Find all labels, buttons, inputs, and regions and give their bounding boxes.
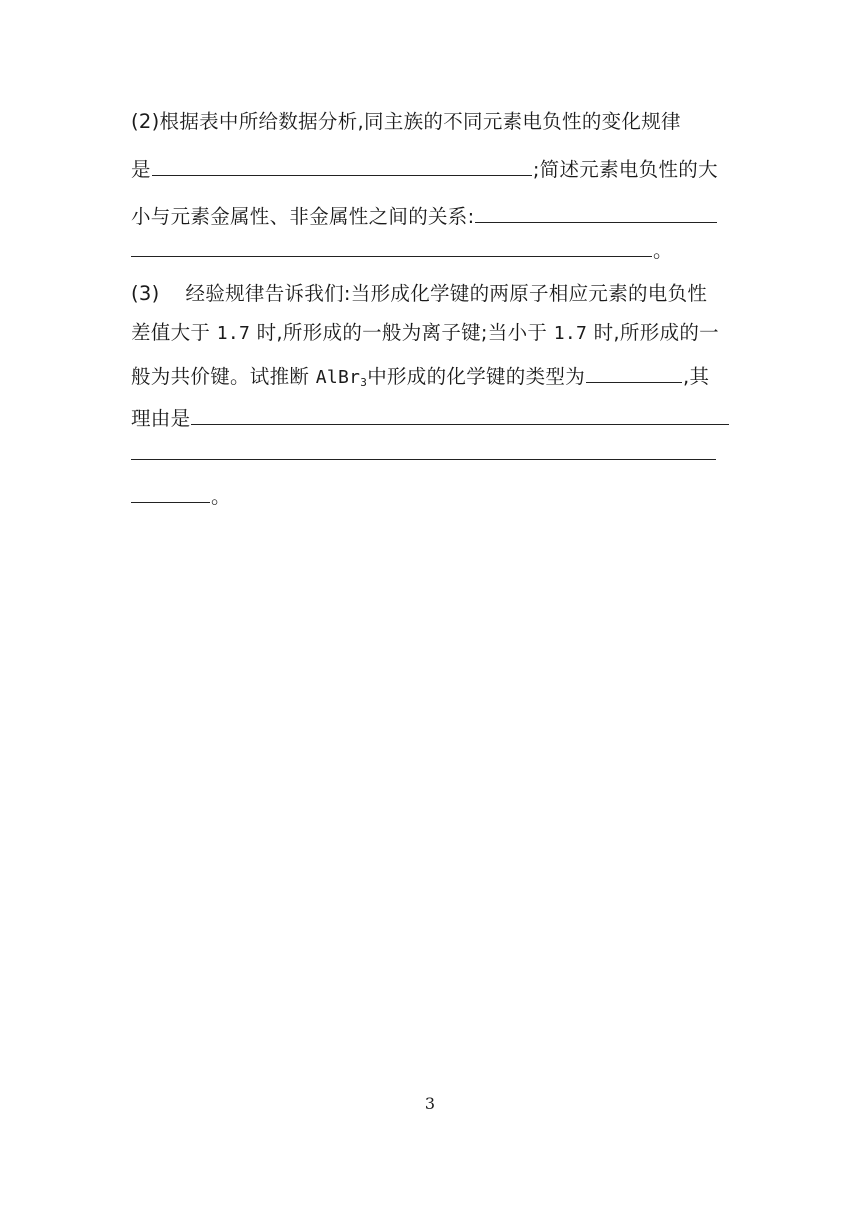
threshold-value-2: 1.7 <box>553 323 588 344</box>
answer-blank-reason-1[interactable] <box>191 406 729 425</box>
q2-line-1: (2)根据表中所给数据分析,同主族的不同元素电负性的变化规律 <box>131 110 681 133</box>
q3-line-3-text-c: ,其 <box>683 365 710 388</box>
formula-subscript: 3 <box>360 376 368 389</box>
q3-line-4-text: 理由是 <box>131 407 191 430</box>
q3-number: (3) <box>131 282 160 305</box>
q2-line-2-text-a: 是 <box>131 158 151 181</box>
q3-line-2-text-a: 差值大于 <box>131 321 211 344</box>
threshold-value-1: 1.7 <box>216 323 251 344</box>
answer-blank-trend[interactable] <box>152 157 532 176</box>
q3-line-1-text: 经验规律告诉我们:当形成化学键的两原子相应元素的电负性 <box>185 282 708 305</box>
q3-line-2 <box>131 321 719 346</box>
q3-line-4 <box>131 406 730 431</box>
q2-line-2-text-b: ;简述元素电负性的大 <box>532 158 718 181</box>
q3-line-3-text-a: 般为共价键。试推断 <box>131 365 310 388</box>
q3-line-3 <box>131 364 709 395</box>
answer-blank-reason-3[interactable] <box>131 484 210 503</box>
q3-line-5 <box>131 441 717 466</box>
q3-line-6 <box>131 484 231 509</box>
q3-line-6-end: 。 <box>211 485 231 508</box>
q3-line-3-text-b: 中形成的化学键的类型为 <box>367 365 586 388</box>
q2-line-2 <box>131 157 718 182</box>
q2-line-4-end: 。 <box>653 239 673 262</box>
q2-line-3-text: 小与元素金属性、非金属性之间的关系: <box>131 205 475 228</box>
answer-blank-bond-type[interactable] <box>586 364 682 383</box>
page-number: 3 <box>424 1094 436 1113</box>
q3-line-1 <box>131 282 707 306</box>
q3-line-2-text-c: 时,所形成的一 <box>593 321 719 344</box>
answer-blank-relation-1[interactable] <box>475 204 717 223</box>
formula-base: AlBr <box>315 367 361 388</box>
q2-line-3 <box>131 204 718 229</box>
answer-blank-relation-2[interactable] <box>131 238 652 257</box>
chemical-formula <box>316 367 368 388</box>
q3-line-2-text-b: 时,所形成的一般为离子键;当小于 <box>256 321 548 344</box>
answer-blank-reason-2[interactable] <box>131 441 716 460</box>
q2-line-4 <box>131 238 673 263</box>
